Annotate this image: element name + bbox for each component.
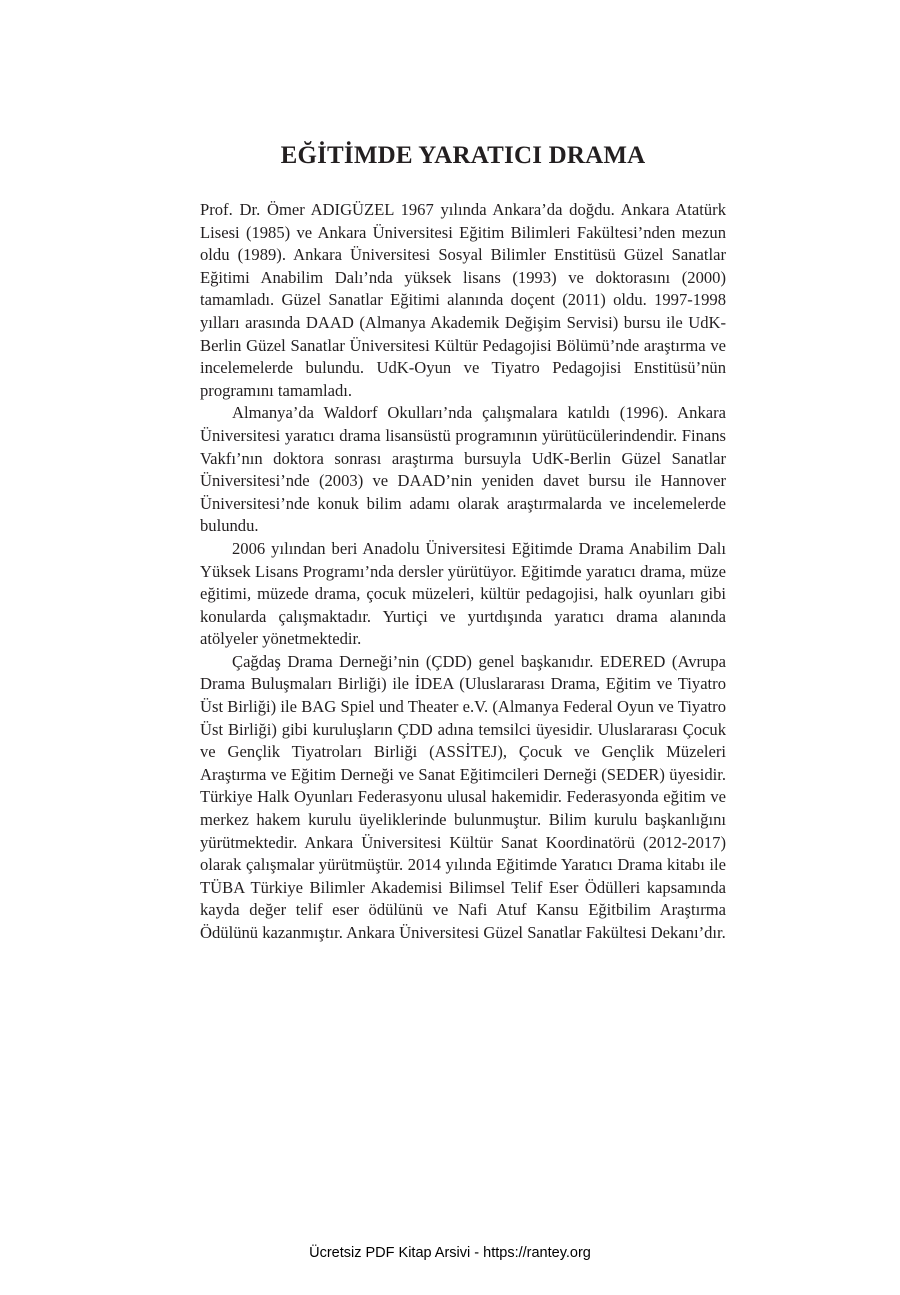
bio-paragraph-2: Almanya’da Waldorf Okulları’nda çalışmalara katıldı (1996). Ankara Üniversitesi yaratıcı drama lisansüstü programının yürütücülerindendir. Finans Vakfı’nın doktora sonrası araştırma bursuyla UdK-Berlin Güzel Sanatlar Üniversitesi’nde (2003) ve DAAD’nin yeniden davet bursu ile Hannover Üniversitesi’nde konuk bilim adamı olarak araştırmalarda ve incelemelerde bulundu. [200, 403, 726, 536]
footer-watermark: Ücretsiz PDF Kitap Arsivi - https://rantey.org [309, 1245, 591, 1261]
biography-text [200, 199, 726, 945]
bio-paragraph-1: Prof. Dr. Ömer ADIGÜZEL 1967 yılında Ankara’da doğdu. Ankara Atatürk Lisesi (1985) ve Ankara Üniversitesi Eğitim Bilimleri Fakültesi’nden mezun oldu (1989). Ankara Üniversitesi Sosyal Bilimler Enstitüsü Güzel Sanatlar Eğitimi Anabilim Dalı’nda yüksek lisans (1993) ve doktorasını (2000) tamamladı. Güzel Sanatlar Eğitimi alanında doçent (2011) oldu. 1997-1998 yılları arasında DAAD (Almanya Akademik Değişim Servisi) bursu ile UdK- Berlin Güzel Sanatlar Üniversitesi Kültür Pedagojisi Bölümü’nde araştırma ve incelemelerde bulundu. UdK-Oyun ve Tiyatro Pedagojisi Enstitüsü’nün programını tamamladı. [200, 200, 726, 400]
bio-paragraph-3: 2006 yılından beri Anadolu Üniversitesi Eğitimde Drama Anabilim Dalı Yüksek Lisans Programı’nda dersler yürütüyor. Eğitimde yaratıcı drama, müze eğitimi, müzede drama, çocuk müzeleri, kültür pedagojisi, halk oyunları gibi konularda çalışmaktadır. Yurtiçi ve yurtdışında yaratıcı drama alanında atölyeler yönetmektedir. [200, 538, 726, 649]
bio-paragraph-4: Çağdaş Drama Derneği’nin (ÇDD) genel başkanıdır. EDERED (Avrupa Drama Buluşmaları Birliği) ile İDEA (Uluslararası Drama, Eğitim ve Tiyatro Üst Birliği) ile BAG Spiel und Theater e.V. (Almanya Federal Oyun ve Tiyatro Üst Birliği) gibi kuruluşların ÇDD adına temsilci üyesidir. Uluslararası Çocuk ve Gençlik Tiyatroları Birliği (ASSİTEJ), Çocuk ve Gençlik Müzeleri Araştırma ve Eğitim Derneği ve Sanat Eğitimcileri Derneği (SEDER) üyesidir. Türkiye Halk Oyunları Federasyonu ulusal hakemidir. Federasyonda eğitim ve merkez hakem kurulu üyeliklerinde bulunmuştur. Bilim kurulu başkanlığını yürütmektedir. Ankara Üniversitesi Kültür Sanat Koordinatörü (2012-2017) olarak çalışmalar yürütmüştür. 2014 yılında Eğitimde Yaratıcı Drama kitabı ile TÜBA Türkiye Bilimler Akademisi Bilimsel Telif Eser Ödülleri kapsamında kayda değer telif eser ödülünü ve Nafi Atuf Kansu Eğitbilim Araştırma Ödülünü kazanmıştır. Ankara Üniversitesi Güzel Sanatlar Fakültesi Dekanı’dır. [200, 651, 726, 942]
page-title: EĞİTİMDE YARATICI DRAMA [280, 142, 646, 169]
